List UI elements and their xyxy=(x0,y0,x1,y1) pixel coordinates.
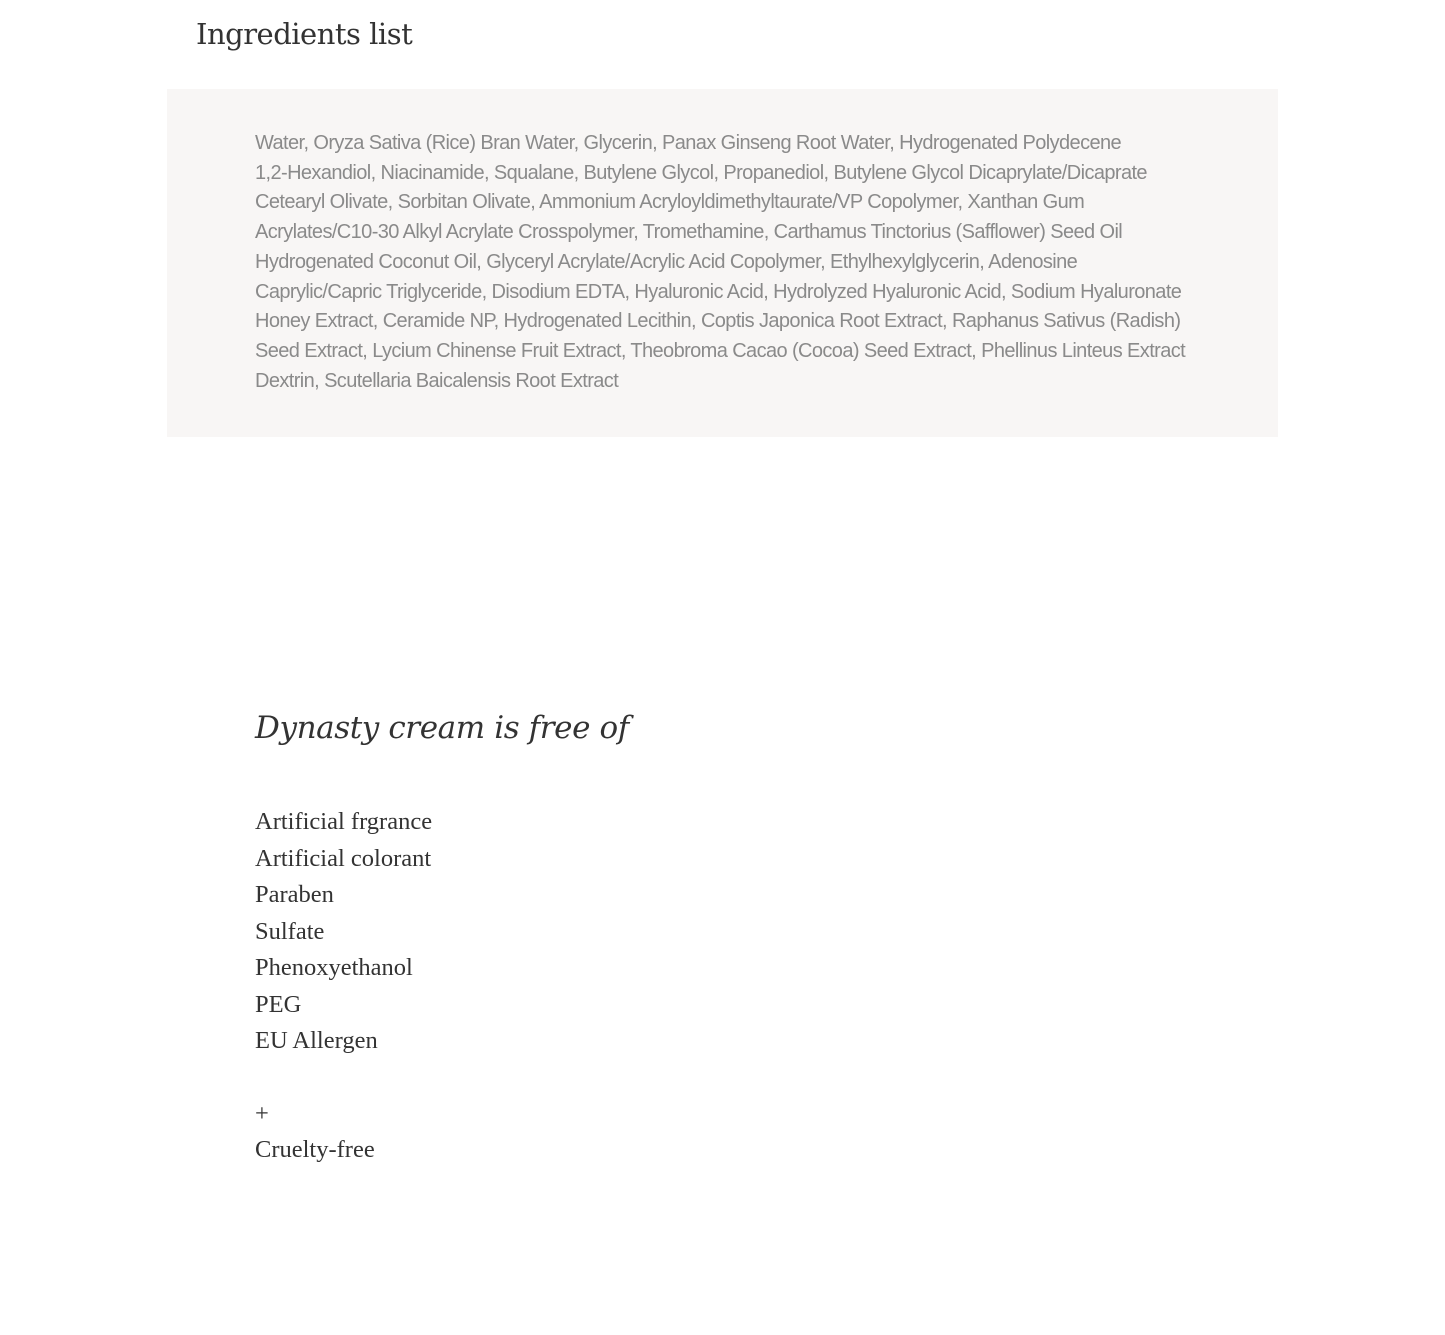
free-of-item: Artificial colorant xyxy=(255,844,432,872)
ingredients-line: Cetearyl Olivate, Sorbitan Olivate, Ammonium Acryloyldimethyltaurate/VP Copolymer, Xanthan Gum xyxy=(255,191,1085,214)
plus-sign: + xyxy=(255,1100,269,1127)
free-of-item: Sulfate xyxy=(255,917,325,945)
ingredients-line: 1,2-Hexandiol, Niacinamide, Squalane, Butylene Glycol, Propanediol, Butylene Glycol Dicaprylate/Dicaprate xyxy=(255,161,1147,184)
free-of-item: PEG xyxy=(255,990,302,1018)
ingredients-line: Hydrogenated Coconut Oil, Glyceryl Acrylate/Acrylic Acid Copolymer, Ethylhexylglycerin, Adenosine xyxy=(255,250,1078,273)
cruelty-free-label: Cruelty-free xyxy=(255,1136,375,1163)
ingredients-line: Caprylic/Capric Triglyceride, Disodium EDTA, Hyaluronic Acid, Hydrolyzed Hyaluronic Acid, Sodium Hyaluronate xyxy=(255,280,1182,303)
free-of-item: Phenoxyethanol xyxy=(255,954,413,981)
free-of-heading: Dynasty cream is free of xyxy=(255,710,629,746)
ingredients-line: Water, Oryza Sativa (Rice) Bran Water, Glycerin, Panax Ginseng Root Water, Hydrogenated Polydecene xyxy=(255,132,1122,154)
ingredients-line: Dextrin, Scutellaria Baicalensis Root Extract xyxy=(255,369,619,392)
free-of-item: EU Allergen xyxy=(255,1027,378,1054)
ingredients-list-title: Ingredients list xyxy=(196,17,413,51)
ingredients-line: Acrylates/C10-30 Alkyl Acrylate Crosspolymer, Tromethamine, Carthamus Tinctorius (Safflower) Seed Oil xyxy=(255,221,1123,244)
ingredients-panel xyxy=(167,89,1278,437)
ingredients-line: Honey Extract, Ceramide NP, Hydrogenated Lecithin, Coptis Japonica Root Extract, Raphanus Sativus (Radish) xyxy=(255,310,1181,333)
ingredients-text xyxy=(255,129,1185,396)
free-of-list xyxy=(255,804,432,1060)
free-of-item: Paraben xyxy=(255,881,334,908)
ingredients-line: Seed Extract, Lycium Chinense Fruit Extract, Theobroma Cacao (Cocoa) Seed Extract, Phellinus Linteus Extract xyxy=(255,339,1186,362)
free-of-item: Artificial frgrance xyxy=(255,808,433,835)
